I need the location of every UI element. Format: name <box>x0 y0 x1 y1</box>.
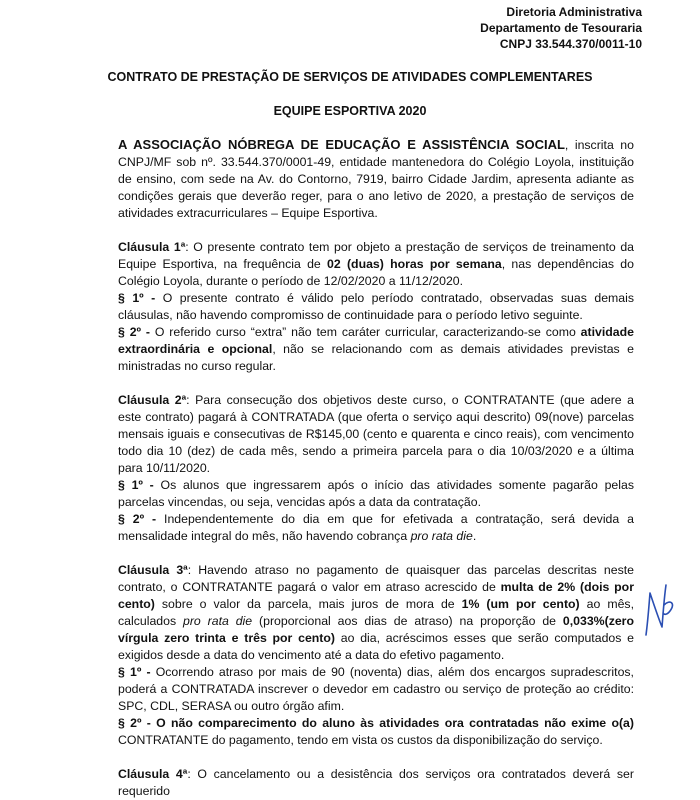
clause-4-label: Cláusula 4ª <box>118 767 188 781</box>
clause-3-paragraph-1: § 1º - Ocorrendo atraso por mais de 90 (noventa) dias, além dos encargos supradescritos, poderá a CONTRATADA inscrever o devedor em cadastro ou serviço de proteção ao crédito: SPC, CDL, SERASA ou outro órgão afim. <box>118 665 634 713</box>
clause-4: Cláusula 4ª: O cancelamento ou a desistência dos serviços ora contratados deverá ser requerido <box>118 767 634 798</box>
header-line-directorate: Diretoria Administrativa <box>506 5 642 19</box>
contract-body <box>118 136 634 800</box>
clause-2: Cláusula 2ª: Para consecução dos objetivos deste curso, o CONTRATANTE (que adere a este contrato) pagará à CONTRATADA (que oferta o serviço aqui descrito) 09(nove) parcelas mensais iguais e consecutivas de R$145,00 (cento e quarenta e cinco reais), com vencimento todo dia 10 (dez) de cada mês, sendo a primeira parcela para o dia 10/03/2020 e a última para 10/11/2020. <box>118 393 635 475</box>
letterhead <box>480 4 642 52</box>
organization-name: A ASSOCIAÇÃO NÓBREGA DE EDUCAÇÃO E ASSISTÊNCIA SOCIAL <box>118 137 565 152</box>
handwritten-initials <box>640 575 680 645</box>
clause-3-paragraph-2: § 2º - O não comparecimento do aluno às atividades ora contratadas não exime o(a) CONTRATANTE do pagamento, tendo em vista os custos da disponibilização do serviço. <box>118 716 634 747</box>
clause-2-label: Cláusula 2ª <box>118 393 187 407</box>
header-line-cnpj: CNPJ 33.544.370/0011-10 <box>499 37 642 51</box>
intro-paragraph: A ASSOCIAÇÃO NÓBREGA DE EDUCAÇÃO E ASSISTÊNCIA SOCIAL, inscrita no CNPJ/MF sob nº. 33.544.370/0001-49, entidade mantenedora do Colégio Loyola, instituição de ensino, com sede na Av. do Contorno, 7919, bairro Cidade Jardim, apresenta adiante as condições gerais que deverão reger, para o ano letivo de 2020, a prestação de serviços de atividades extracurriculares – Equipe Esportiva. <box>118 137 634 220</box>
contract-title: CONTRATO DE PRESTAÇÃO DE SERVIÇOS DE ATIVIDADES COMPLEMENTARES <box>107 70 593 84</box>
clause-3: Cláusula 3ª: Havendo atraso no pagamento de quaisquer das parcelas descritas neste contrato, o CONTRATANTE pagará o valor em atraso acrescido de multa de 2% (dois por cento) sobre o valor da parcela, mais juros de mora de 1% (um por cento) ao mês, calculados pro rata die (proporcional aos dias de atraso) na proporção de 0,033%(zero vírgula zero trinta e três por cento) ao dia, acréscimos esses que serão computados e exigidos desde a data do vencimento até a data do efetivo pagamento. <box>118 563 634 662</box>
clause-2-paragraph-1: § 1º - Os alunos que ingressarem após o início das atividades somente pagarão pelas parcelas vincendas, ou seja, vencidas após a data da contratação. <box>118 478 634 509</box>
clause-1-paragraph-1: § 1º - O presente contrato é válido pelo período contratado, observadas suas demais cláusulas, não havendo compromisso de continuidade para o período letivo seguinte. <box>118 291 634 322</box>
clause-2-paragraph-2: § 2º - Independentemente do dia em que for efetivada a contratação, será devida a mensalidade integral do mês, não havendo cobrança pro rata die. <box>118 512 634 543</box>
contract-subtitle: EQUIPE ESPORTIVA 2020 <box>273 104 427 118</box>
clause-1: Cláusula 1ª: O presente contrato tem por objeto a prestação de serviços de treinamento da Equipe Esportiva, na frequência de 02 (duas) horas por semana, nas dependências do Colégio Loyola, durante o período de 12/02/2020 a 11/12/2020. <box>118 240 634 288</box>
clause-1-label: Cláusula 1ª <box>118 240 186 254</box>
header-line-department: Departamento de Tesouraria <box>480 21 642 35</box>
clause-1-paragraph-2: § 2º - O referido curso “extra” não tem caráter curricular, caracterizando-se como atividade extraordinária e opcional, não se relacionando com as demais atividades previstas e ministradas no curso regular. <box>118 325 634 373</box>
clause-3-label: Cláusula 3ª <box>118 563 188 577</box>
